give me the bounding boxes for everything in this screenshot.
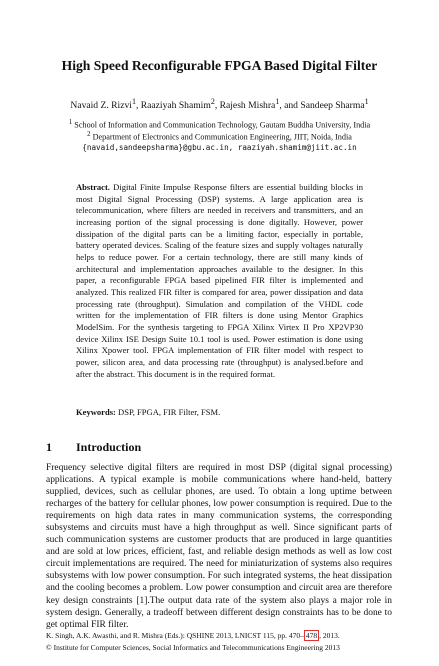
affiliation-text: Department of Electronics and Communication Engineering, JIIT, Noida, India bbox=[92, 132, 352, 142]
abstract-text: Digital Finite Impulse Response filters are essential building blocks in most Digital Signal Processing (DSP) systems. A large application area is telecommunication, where filters are needed in receivers and transmitters, and an increasing portion of the signal processing is done digitally. However, power dissipation of the digital parts can be a limiting factor, especially in portable, battery operated devices. Scaling of the feature sizes and supply voltages naturally helps to reduce power. For a certain technology, there are still many kinds of architectural and implementation approaches available to the designer. In this paper, a reconfigurable FPGA based pipelined FIR filter is implemented and analyzed. This realized FIR filter is compared for area, power dissipation and data processing rate (throughput). Simulation and compilation of the VHDL code written for the implementation of FIR filters is done using Mentor Graphics ModelSim. For the synthesis targeting to FPGA Xilinx Virtex II Pro XP2VP30 device Xilinx ISE Design Suite 10.1 tool is used. Power estimation is done using Xilinx Xpower tool. FPGA implementation of FIR filter model with respect to power, silicon area, and data processing rate (throughput) is analysed.before and after the abstract. This document is in the required format. bbox=[76, 182, 363, 379]
copyright-footer: © Institute for Computer Sciences, Social Informatics and Telecommunications Engineering 2013 bbox=[46, 643, 340, 652]
keywords-label: Keywords: bbox=[76, 407, 116, 417]
section-number: 1 bbox=[46, 440, 52, 454]
abstract bbox=[76, 182, 363, 380]
keywords-text: DSP, FPGA, FIR Filter, FSM. bbox=[118, 407, 221, 417]
author-name: Rajesh Mishra bbox=[219, 100, 276, 112]
author-affiliation-mark: 1 bbox=[275, 97, 280, 106]
section-heading bbox=[46, 440, 141, 455]
author-list bbox=[0, 97, 439, 111]
author-name: Navaid Z. Rizvi bbox=[70, 100, 132, 112]
author-separator: , and bbox=[279, 100, 301, 112]
keywords bbox=[76, 407, 363, 417]
author-separator: , bbox=[214, 100, 220, 112]
affiliation-2 bbox=[0, 131, 439, 142]
author-affiliation-mark: 1 bbox=[131, 97, 136, 106]
affiliation-text: School of Information and Communication Technology, Gautam Buddha University, India bbox=[74, 120, 371, 130]
citation-footer bbox=[46, 631, 392, 640]
affiliation-1 bbox=[0, 119, 439, 130]
author-name: Sandeep Sharma bbox=[300, 100, 365, 112]
affiliation-mark: 1 bbox=[68, 119, 73, 126]
author-emails: {navaid,sandeepsharma}@gbu.ac.in, raaziyah.shamim@jiit.ac.in bbox=[82, 143, 357, 152]
affiliation-mark: 2 bbox=[87, 131, 91, 138]
section-title: Introduction bbox=[76, 440, 142, 454]
citation-text: K. Singh, A.K. Awasthi, and R. Mishra (Eds.): QSHINE 2013, LNICST 115, pp. 470– bbox=[46, 631, 304, 640]
section-body: Frequency selective digital filters are required in most DSP (digital signal processing) applications. A typical example is mobile communications where hand-held, battery supplied, devices, such as cellular phones, are used. To obtain a long uptime between recharges of the battery for cellular phones, low power consumption is required. Due to the requirements on high data rates in many communication systems, the corresponding subsystems and circuits must have a high throughput as well. Since significant parts of such communication systems are customer products that are produced in large quantities and are sold at low prices, efficient, fast, and reliable design methods as well as low cost circuit implementations are required. The need for miniaturization of systems also requires subsystems with low power consumption. For such integrated systems, the heat dissipation and the cooling becomes a problem. Low power consumption and circuit area are therefore key design constraints [1].The output data rate of the system also plays a major role in system design. Generally, a tradeoff between different design constraints has to be done to get optimal FIR filter. bbox=[46, 463, 392, 630]
paper-title: High Speed Reconfigurable FPGA Based Digital Filter bbox=[61, 58, 378, 73]
author-separator: , bbox=[135, 100, 141, 112]
citation-year: , 2013. bbox=[319, 631, 340, 640]
author-name: Raaziyah Shamim bbox=[140, 100, 211, 112]
author-affiliation-mark: 2 bbox=[210, 97, 215, 106]
page-range-link[interactable]: 478 bbox=[305, 631, 318, 640]
author-affiliation-mark: 1 bbox=[364, 97, 369, 106]
abstract-label: Abstract. bbox=[76, 182, 110, 192]
